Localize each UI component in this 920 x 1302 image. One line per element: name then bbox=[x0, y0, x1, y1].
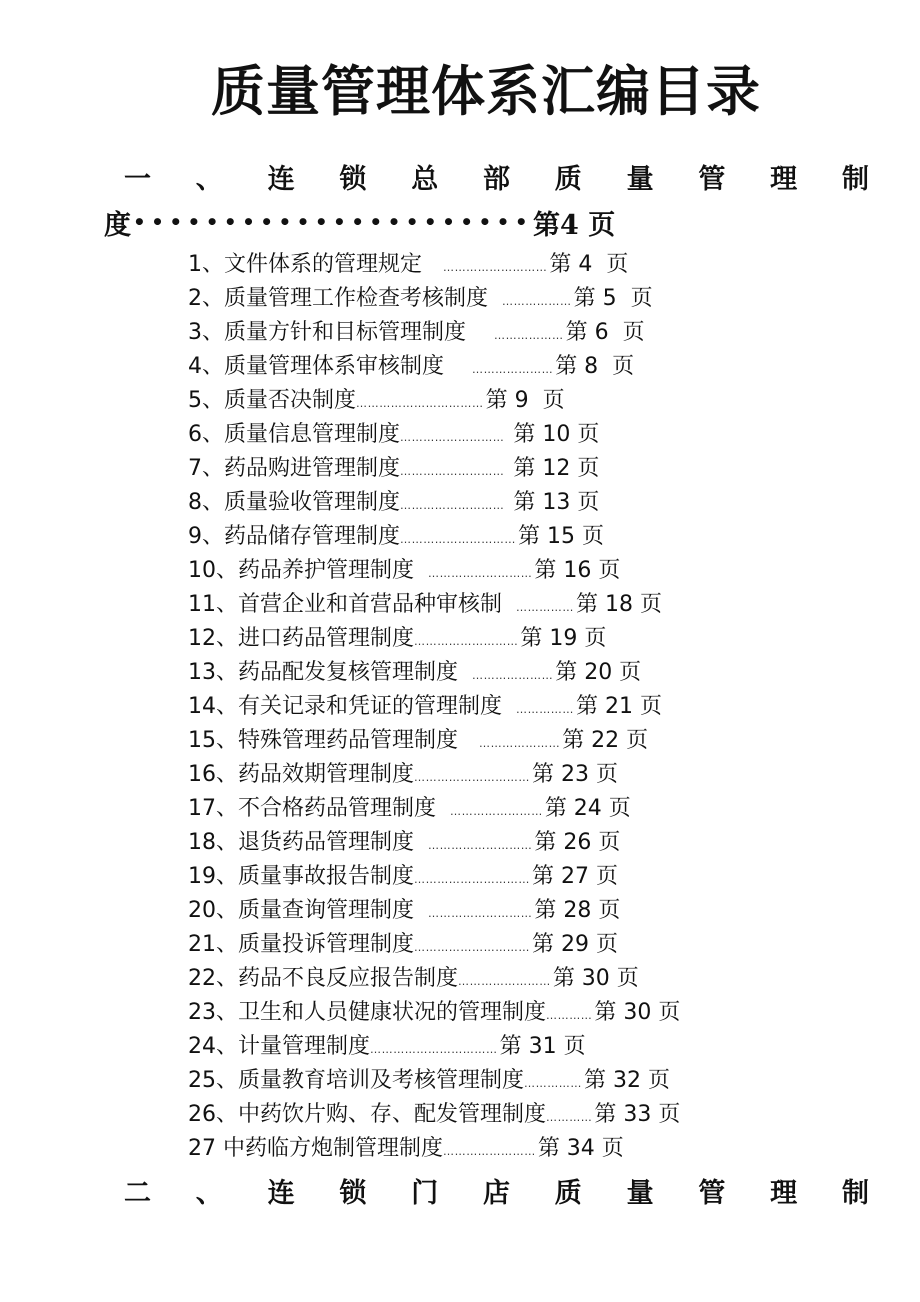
toc-entry[interactable] bbox=[188, 758, 680, 792]
toc-entry-title: 7、药品购进管理制度 bbox=[188, 456, 400, 481]
toc-entry[interactable] bbox=[188, 452, 680, 486]
toc-entry[interactable] bbox=[188, 656, 680, 690]
section-1-heading-char: 、 bbox=[195, 163, 223, 195]
section-1-heading-char: 部 bbox=[482, 163, 510, 195]
toc-entry[interactable] bbox=[188, 282, 680, 316]
toc-entry-page: 第 13 页 bbox=[506, 490, 600, 515]
toc-entry[interactable] bbox=[188, 826, 680, 860]
section-2-heading-char: 连 bbox=[267, 1177, 295, 1209]
toc-entry-title: 4、质量管理体系审核制度 bbox=[188, 354, 444, 379]
toc-entry-leader: …………………………… bbox=[370, 1043, 498, 1056]
toc-entry[interactable] bbox=[188, 486, 680, 520]
toc-entry-page: 第 24 页 bbox=[544, 796, 631, 821]
toc-entry-leader: ………………………… bbox=[414, 941, 530, 954]
section-1-page: 第4 页 bbox=[533, 209, 616, 241]
toc-entry-page: 第 10 页 bbox=[506, 422, 600, 447]
toc-entry-leader: ……………… bbox=[493, 329, 564, 342]
toc-entry-leader: ……………………… bbox=[414, 635, 519, 648]
toc-entry-title: 24、计量管理制度 bbox=[188, 1034, 370, 1059]
section-1-heading-char: 管 bbox=[698, 163, 726, 195]
toc-entry-title: 10、药品养护管理制度 bbox=[188, 558, 414, 583]
section-1-heading-char: 连 bbox=[267, 163, 295, 195]
toc-entry-gap bbox=[488, 282, 502, 316]
toc-entry-page: 第 4 页 bbox=[549, 252, 629, 277]
toc-entry-page: 第 16 页 bbox=[534, 558, 621, 583]
toc-entry[interactable] bbox=[188, 690, 680, 724]
toc-entry-leader: ……………………… bbox=[400, 499, 505, 512]
toc-entry-page: 第 31 页 bbox=[499, 1034, 586, 1059]
toc-entry-title: 6、质量信息管理制度 bbox=[188, 422, 400, 447]
toc-entry-leader: …………………………… bbox=[356, 397, 484, 410]
toc-entry-title: 18、退货药品管理制度 bbox=[188, 830, 414, 855]
section-1-heading-char: 锁 bbox=[339, 163, 367, 195]
toc-entry-leader: …………………… bbox=[458, 975, 551, 988]
section-1-dot-leader: •••••••••••••••••••••• bbox=[133, 210, 534, 234]
toc-entry-page: 第 18 页 bbox=[576, 592, 662, 617]
toc-entry[interactable] bbox=[188, 316, 680, 350]
toc-entry-gap bbox=[502, 690, 516, 724]
toc-entry[interactable] bbox=[188, 520, 680, 554]
toc-entry-title: 14、有关记录和凭证的管理制度 bbox=[188, 694, 502, 719]
toc-entry-title: 11、首营企业和首营品种审核制 bbox=[188, 592, 502, 617]
toc-entry-title: 23、卫生和人员健康状况的管理制度 bbox=[188, 1000, 546, 1025]
section-2-heading-char: 锁 bbox=[339, 1177, 367, 1209]
toc-entry-page: 第 19 页 bbox=[520, 626, 607, 651]
toc-entry-page: 第 12 页 bbox=[506, 456, 600, 481]
toc-entry-title: 13、药品配发复核管理制度 bbox=[188, 660, 458, 685]
toc-entry[interactable] bbox=[188, 588, 680, 622]
toc-entry-page: 第 23 页 bbox=[532, 762, 618, 787]
toc-entry[interactable] bbox=[188, 996, 680, 1030]
toc-entry-title: 8、质量验收管理制度 bbox=[188, 490, 400, 515]
toc-entry[interactable] bbox=[188, 350, 680, 384]
toc-entry[interactable] bbox=[188, 894, 680, 928]
toc-entry[interactable] bbox=[188, 1064, 680, 1098]
toc-entry-leader: ………………………… bbox=[400, 533, 516, 546]
toc-entry-title: 9、药品储存管理制度 bbox=[188, 524, 400, 549]
toc-entry-gap bbox=[466, 316, 494, 350]
section-2-heading-char: 理 bbox=[770, 1177, 798, 1209]
section-1-heading bbox=[124, 156, 869, 196]
toc-entry-leader: ………………………… bbox=[414, 771, 530, 784]
toc-entry-title: 3、质量方针和目标管理制度 bbox=[188, 320, 466, 345]
toc-entry-page: 第 21 页 bbox=[576, 694, 662, 719]
toc-entry-page: 第 9 页 bbox=[485, 388, 565, 413]
document-title: 质量管理体系汇编目录 bbox=[211, 60, 761, 123]
toc-entry-title: 16、药品效期管理制度 bbox=[188, 762, 414, 787]
toc-entry[interactable] bbox=[188, 1030, 680, 1064]
toc-entry[interactable] bbox=[188, 384, 680, 418]
toc-entry[interactable] bbox=[188, 962, 680, 996]
toc-entry-title: 19、质量事故报告制度 bbox=[188, 864, 414, 889]
toc-entry-title: 12、进口药品管理制度 bbox=[188, 626, 414, 651]
toc-entry-page: 第 29 页 bbox=[532, 932, 618, 957]
toc-entry-leader: ………… bbox=[546, 1111, 593, 1124]
toc-entry-leader: ……………………… bbox=[428, 839, 533, 852]
toc-entry-page: 第 26 页 bbox=[534, 830, 621, 855]
section-2-heading-char: 质 bbox=[554, 1177, 582, 1209]
toc-entry[interactable] bbox=[188, 248, 680, 282]
section-2-heading-char: 制 bbox=[841, 1177, 869, 1209]
section-1-heading-char: 质 bbox=[554, 163, 582, 195]
toc-entry-leader: …………… bbox=[524, 1077, 582, 1090]
section-2-heading-char: 管 bbox=[698, 1177, 726, 1209]
toc-entry-title: 15、特殊管理药品管理制度 bbox=[188, 728, 458, 753]
toc-entry[interactable] bbox=[188, 418, 680, 452]
toc-entry-page: 第 5 页 bbox=[573, 286, 653, 311]
section-1-heading-char: 量 bbox=[626, 163, 654, 195]
toc-entry-page: 第 20 页 bbox=[555, 660, 642, 685]
toc-entry-page: 第 32 页 bbox=[584, 1068, 670, 1093]
toc-entry-page: 第 34 页 bbox=[537, 1136, 624, 1161]
toc-entry-leader: ……………………… bbox=[428, 907, 533, 920]
toc-entry-leader: ……………………… bbox=[400, 431, 505, 444]
toc-entry-leader: ……………………… bbox=[400, 465, 505, 478]
toc-entry-page: 第 15 页 bbox=[518, 524, 604, 549]
section-1-tail-char: 度 bbox=[104, 209, 131, 241]
toc-entry-gap bbox=[414, 554, 428, 588]
toc-entry-title: 26、中药饮片购、存、配发管理制度 bbox=[188, 1102, 546, 1127]
toc-entry-page: 第 8 页 bbox=[555, 354, 635, 379]
toc-entry-leader: …………… bbox=[516, 601, 574, 614]
toc-entry-leader: …………………… bbox=[450, 805, 543, 818]
section-2-heading-char: 店 bbox=[482, 1177, 510, 1209]
section-1-heading-tail bbox=[104, 202, 864, 242]
toc-entry-page: 第 30 页 bbox=[552, 966, 639, 991]
toc-entry-leader: ………………………… bbox=[414, 873, 530, 886]
toc-entry-gap bbox=[458, 656, 472, 690]
toc-entry-title: 22、药品不良反应报告制度 bbox=[188, 966, 458, 991]
toc-entry-leader: ……………… bbox=[502, 295, 572, 308]
toc-entry-leader: ………… bbox=[546, 1009, 593, 1022]
section-2-heading bbox=[124, 1170, 869, 1210]
section-2-heading-char: 量 bbox=[626, 1177, 654, 1209]
toc-entry[interactable] bbox=[188, 792, 680, 826]
toc-entry-leader: …………… bbox=[516, 703, 574, 716]
toc-entry-title: 20、质量查询管理制度 bbox=[188, 898, 414, 923]
toc-entry[interactable] bbox=[188, 554, 680, 588]
toc-entry-title: 27 中药临方炮制管理制度 bbox=[188, 1136, 443, 1161]
toc-entry-gap bbox=[436, 792, 450, 826]
toc-entry-title: 25、质量教育培训及考核管理制度 bbox=[188, 1068, 524, 1093]
section-1-heading-char: 一 bbox=[124, 163, 151, 195]
toc-entry-title: 21、质量投诉管理制度 bbox=[188, 932, 414, 957]
toc-entry-page: 第 6 页 bbox=[565, 320, 645, 345]
toc-entry-leader: …………………… bbox=[443, 1145, 536, 1158]
toc-entry-page: 第 27 页 bbox=[532, 864, 618, 889]
toc-entry-leader: ………………… bbox=[472, 669, 554, 682]
section-1-heading-char: 总 bbox=[411, 163, 439, 195]
toc-entry-title: 17、不合格药品管理制度 bbox=[188, 796, 436, 821]
toc-entry-page: 第 28 页 bbox=[534, 898, 621, 923]
toc-entry-gap bbox=[414, 826, 428, 860]
section-2-heading-char: 、 bbox=[195, 1177, 223, 1209]
toc-entry-leader: ……………………… bbox=[442, 261, 548, 274]
section-1-heading-char: 理 bbox=[770, 163, 798, 195]
section-1-heading-char: 制 bbox=[841, 163, 869, 195]
toc-entry-gap bbox=[422, 248, 443, 282]
toc-entry[interactable] bbox=[188, 928, 680, 962]
toc-entry[interactable] bbox=[188, 1098, 680, 1132]
toc-entry-gap bbox=[458, 724, 479, 758]
toc-entry-leader: ………………… bbox=[478, 737, 561, 750]
toc-entry-title: 5、质量否决制度 bbox=[188, 388, 356, 413]
toc-list bbox=[188, 248, 680, 1166]
toc-entry[interactable] bbox=[188, 860, 680, 894]
toc-entry-title: 2、质量管理工作检查考核制度 bbox=[188, 286, 488, 311]
toc-entry[interactable] bbox=[188, 724, 680, 758]
section-2-heading-char: 门 bbox=[411, 1177, 439, 1209]
toc-entry[interactable] bbox=[188, 1132, 680, 1166]
toc-entry-page: 第 22 页 bbox=[562, 728, 649, 753]
toc-entry-leader: ………………… bbox=[471, 363, 554, 376]
toc-entry-gap bbox=[502, 588, 516, 622]
toc-entry-page: 第 30 页 bbox=[594, 1000, 681, 1025]
toc-entry-leader: ……………………… bbox=[428, 567, 533, 580]
toc-entry[interactable] bbox=[188, 622, 680, 656]
section-2-heading-char: 二 bbox=[124, 1177, 151, 1209]
toc-entry-page: 第 33 页 bbox=[594, 1102, 681, 1127]
toc-entry-gap bbox=[444, 350, 472, 384]
toc-entry-gap bbox=[414, 894, 428, 928]
toc-entry-title: 1、文件体系的管理规定 bbox=[188, 252, 422, 277]
